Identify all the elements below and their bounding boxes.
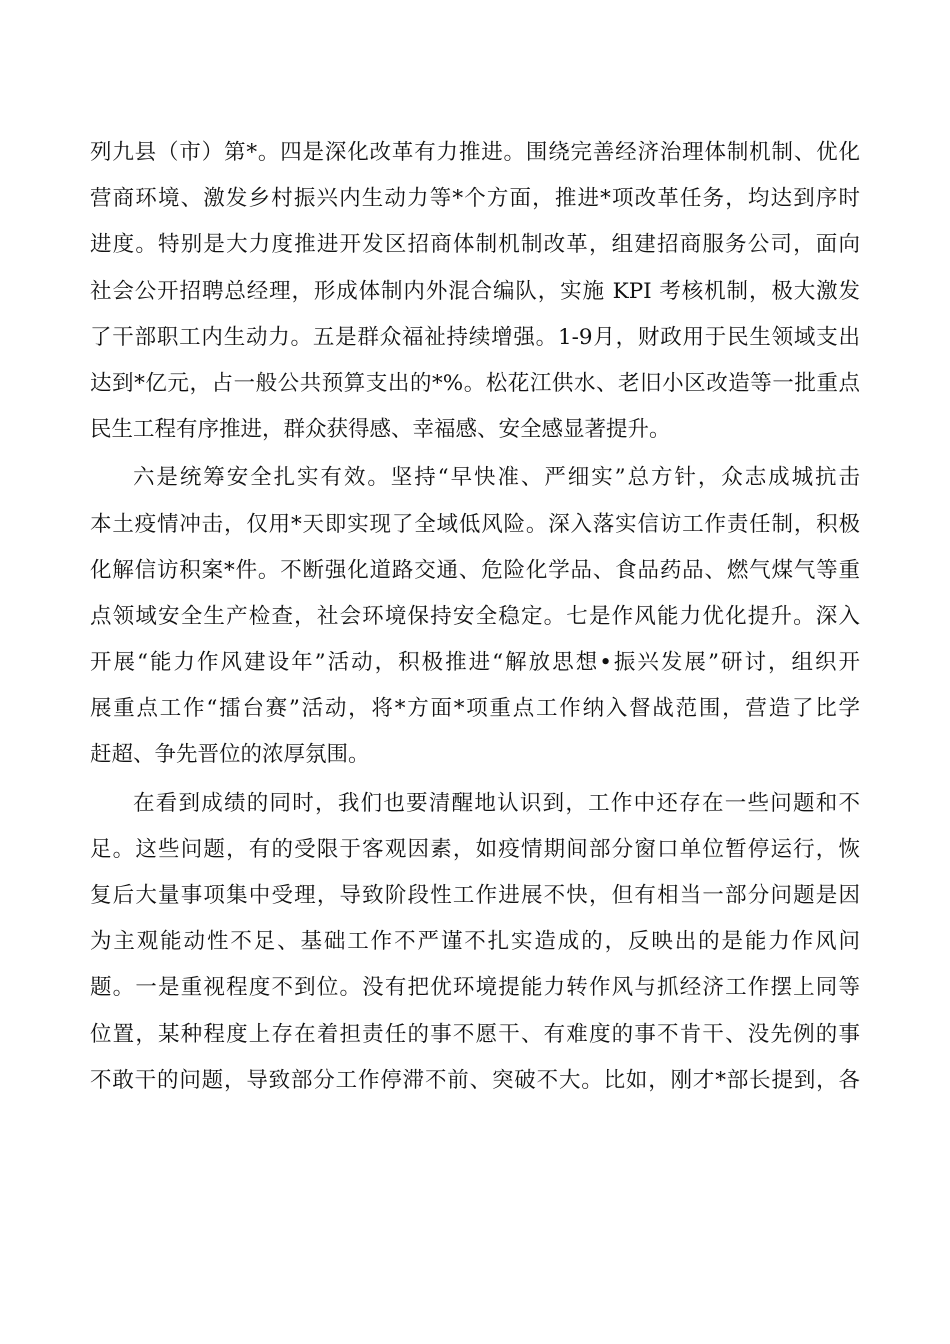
text-line: 题。一是重视程度不到位。没有把优环境提能力转作风与抓经济工作摆上同等 [90, 975, 860, 1001]
paragraph-3 [90, 781, 860, 1104]
text-line: 在看到成绩的同时，我们也要清醒地认识到，工作中还存在一些问题和不 [133, 790, 860, 816]
body-text [90, 130, 860, 1104]
text-line: 达到*亿元，占一般公共预算支出的*%。松花江供水、老旧小区改造等一批重点 [90, 370, 860, 396]
text-line: 足。这些问题，有的受限于客观因素，如疫情期间部分窗口单位暂停运行，恢 [90, 836, 860, 862]
text-line: 化解信访积案*件。不断强化道路交通、危险化学品、食品药品、燃气煤气等重 [90, 557, 860, 583]
text-line: 社会公开招聘总经理，形成体制内外混合编队，实施 KPI 考核机制，极大激发 [90, 278, 860, 304]
text-line: 点领域安全生产检查，社会环境保持安全稳定。七是作风能力优化提升。深入 [90, 603, 860, 629]
text-line: 本土疫情冲击，仅用*天即实现了全域低风险。深入落实信访工作责任制，积极 [90, 511, 860, 537]
text-line: 进度。特别是大力度推进开发区招商体制机制改革，组建招商服务公司，面向 [90, 232, 860, 258]
text-line: 民生工程有序推进，群众获得感、幸福感、安全感显著提升。 [90, 417, 671, 443]
text-line: 开展“能力作风建设年”活动，积极推进“解放思想•振兴发展”研讨，组织开 [90, 650, 860, 676]
text-line: 展重点工作“擂台赛”活动，将*方面*项重点工作纳入督战范围，营造了比学 [90, 696, 860, 722]
paragraph-1 [90, 130, 860, 453]
text-line: 了干部职工内生动力。五是群众福祉持续增强。1-9月，财政用于民生领域支出 [90, 324, 860, 350]
text-line: 不敢干的问题，导致部分工作停滞不前、突破不大。比如，刚才*部长提到，各 [90, 1067, 860, 1093]
text-line: 复后大量事项集中受理，导致阶段性工作进展不快，但有相当一部分问题是因 [90, 883, 860, 908]
text-line: 赶超、争先晋位的浓厚氛围。 [90, 742, 370, 768]
text-line: 六是统筹安全扎实有效。坚持“早快准、严细实”总方针，众志成城抗击 [133, 465, 860, 491]
text-line: 营商环境、激发乡村振兴内生动力等*个方面，推进*项改革任务，均达到序时 [90, 186, 860, 212]
text-line: 列九县（市）第*。四是深化改革有力推进。围绕完善经济治理体制机制、优化 [90, 140, 860, 165]
text-line: 位置，某种程度上存在着担责任的事不愿干、有难度的事不肯干、没先例的事 [90, 1021, 860, 1047]
text-line: 为主观能动性不足、基础工作不严谨不扎实造成的，反映出的是能力作风问 [90, 929, 860, 955]
paragraph-2 [90, 455, 860, 778]
